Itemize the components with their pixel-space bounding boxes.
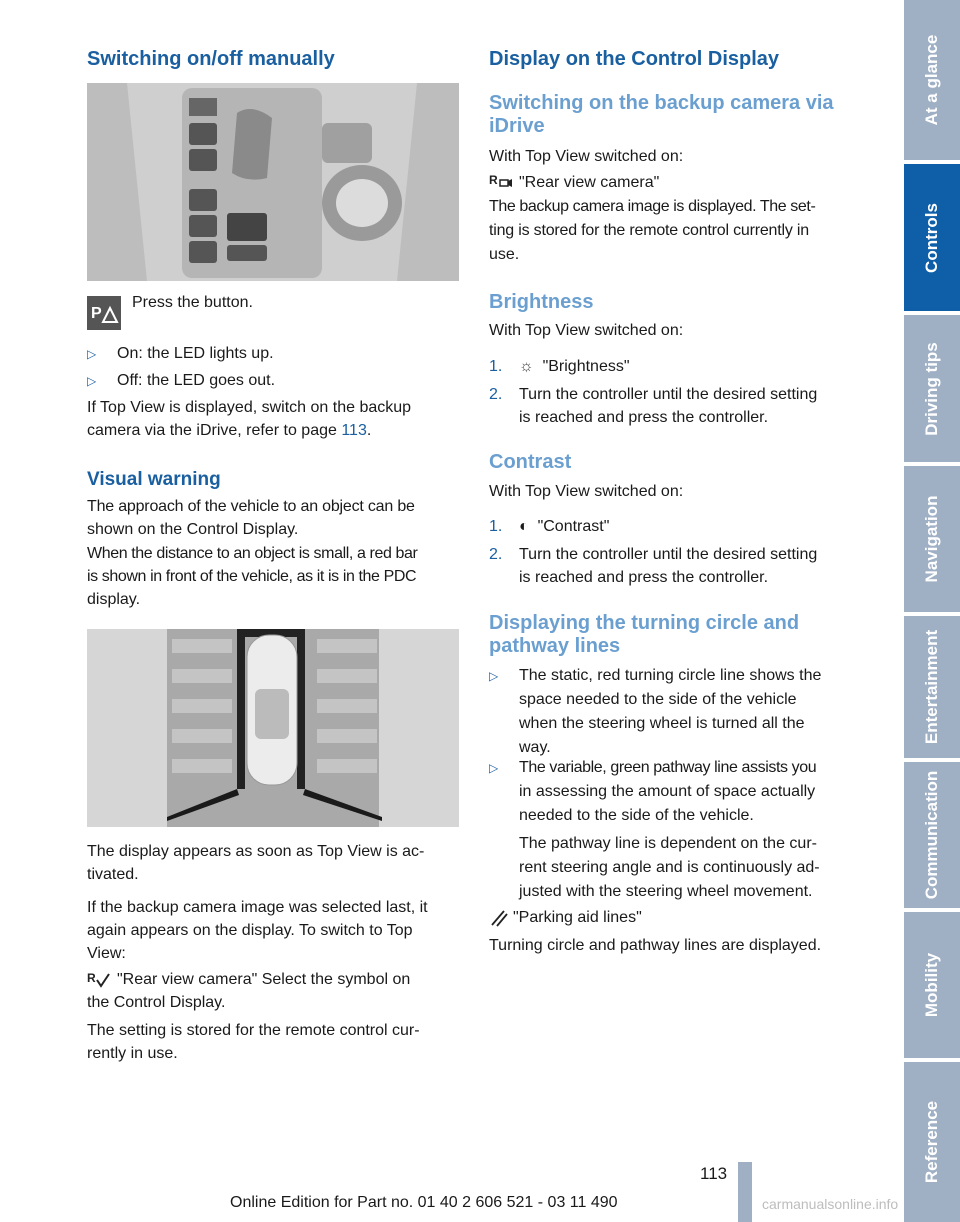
tab-at-a-glance[interactable]: At a glance xyxy=(904,0,960,160)
parking-aid-lines-icon xyxy=(489,908,509,933)
tab-driving-tips[interactable]: Driving tips xyxy=(904,315,960,462)
tab-communication[interactable]: Communication xyxy=(904,762,960,908)
svg-text:R: R xyxy=(87,971,96,985)
svg-text:P: P xyxy=(91,305,102,322)
visual-text-line2: shown on the Control Display. xyxy=(87,521,299,538)
heading-backup-camera-2: iDrive xyxy=(489,115,545,137)
topview-text-line2: camera via the iDrive, refer to page 113. xyxy=(87,422,372,439)
stored-text-line1: The setting is stored for the remote control cur- xyxy=(87,1022,420,1039)
sun-icon: ☼ xyxy=(519,358,534,375)
parking-camera-button-icon xyxy=(87,296,121,330)
bullet-triangle-icon: ▷ xyxy=(87,347,97,361)
bullet-triangle-icon: ▷ xyxy=(87,374,97,388)
top-view-display-image xyxy=(87,629,459,827)
with-topview-text-3: With Top View switched on: xyxy=(489,483,684,500)
heading-turning-circle-2: pathway lines xyxy=(489,635,621,657)
heading-backup-camera: Switching on the backup camera via xyxy=(489,92,834,114)
rvc-text-line2: the Control Display. xyxy=(87,994,226,1011)
center-console-image xyxy=(87,83,459,281)
heading-contrast: Contrast xyxy=(489,451,572,473)
backup-text-line3: use. xyxy=(489,246,520,263)
chapter-sidebar xyxy=(904,0,960,1222)
page-link[interactable]: 113 xyxy=(341,422,367,439)
visual-text-line1: The approach of the vehicle to an object can be xyxy=(87,498,415,515)
heading-display-control: Display on the Control Display xyxy=(489,48,780,70)
watermark: carmanualsonline.info xyxy=(762,1196,899,1212)
last-text-line1: If the backup camera image was selected last, it xyxy=(87,899,428,916)
rvc-text-line1: "Rear view camera" Select the symbol on xyxy=(117,971,411,988)
tab-entertainment[interactable]: Entertainment xyxy=(904,616,960,758)
appear-text-line2: tivated. xyxy=(87,866,139,883)
svg-text:R: R xyxy=(489,173,498,187)
tab-controls[interactable]: Controls xyxy=(904,164,960,311)
heading-brightness: Brightness xyxy=(489,291,594,313)
rvc-text: "Rear view camera" xyxy=(519,174,660,191)
backup-text-line2: ting is stored for the remote control currently in xyxy=(489,222,809,239)
parking-aid-text: "Parking aid lines" xyxy=(513,909,642,926)
visual-text-line4: is shown in front of the vehicle, as it is in the PDC xyxy=(87,568,417,585)
topview-text-line1: If Top View is displayed, switch on the backup xyxy=(87,399,412,416)
visual-text-line3: When the distance to an object is small, a red bar xyxy=(87,545,418,562)
with-topview-text: With Top View switched on: xyxy=(489,148,684,165)
heading-switching-manually: Switching on/off manually xyxy=(87,48,335,70)
tab-reference[interactable]: Reference xyxy=(904,1062,960,1222)
final-text: Turning circle and pathway lines are displayed. xyxy=(489,937,822,954)
tab-navigation[interactable]: Navigation xyxy=(904,466,960,612)
stored-text-line2: rently in use. xyxy=(87,1045,178,1062)
last-text-line3: View: xyxy=(87,945,126,962)
backup-text-line1: The backup camera image is displayed. The set- xyxy=(489,198,816,215)
with-topview-text-2: With Top View switched on: xyxy=(489,322,684,339)
heading-visual-warning: Visual warning xyxy=(87,469,221,490)
last-text-line2: again appears on the display. To switch to Top xyxy=(87,922,413,939)
visual-text-line5: display. xyxy=(87,591,141,608)
press-button-text: Press the button. xyxy=(132,294,253,311)
tab-mobility[interactable]: Mobility xyxy=(904,912,960,1058)
page-number: 113 xyxy=(700,1164,728,1183)
rear-view-camera-icon xyxy=(489,172,513,197)
contrast-icon: ◐ xyxy=(519,518,529,535)
bullet-triangle-icon: ▷ xyxy=(489,761,499,775)
heading-turning-circle: Displaying the turning circle and xyxy=(489,612,800,634)
footer-text: Online Edition for Part no. 01 40 2 606 521 - 03 11 490 xyxy=(230,1194,618,1211)
page-number-bar xyxy=(738,1162,752,1222)
appear-text-line1: The display appears as soon as Top View is ac- xyxy=(87,843,425,860)
bullet-triangle-icon: ▷ xyxy=(489,669,499,683)
